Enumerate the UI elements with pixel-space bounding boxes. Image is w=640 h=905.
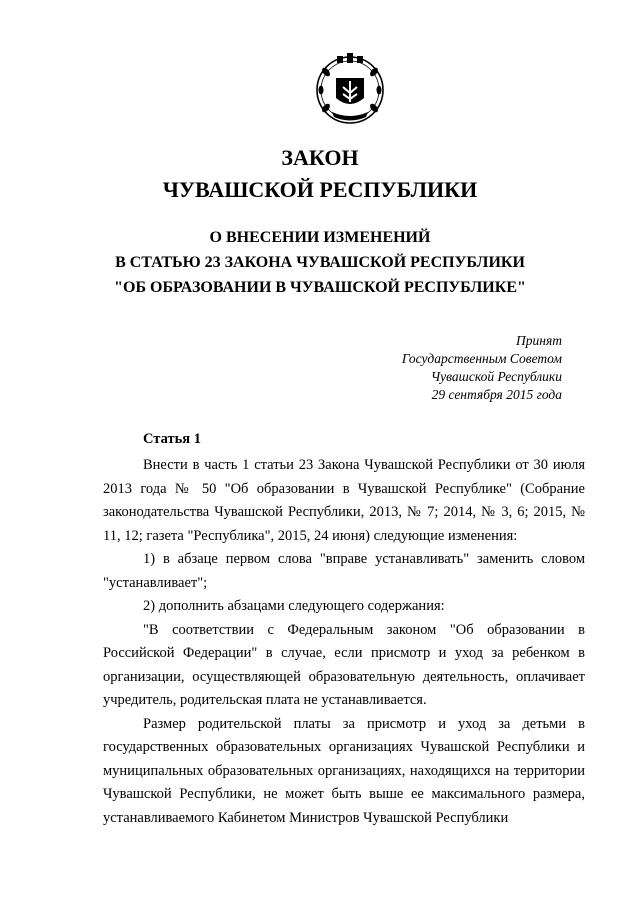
article-paragraph: Размер родительской платы за присмотр и уход за детьми в государственных образовательных организациях Чувашской Республики и муниципальных образовательных организациях, находящихся на территории Чувашской Республики, не может быть выше ее максимального размера, устанавливаемого Кабинетом Министров Чувашской Республики (103, 715, 585, 826)
law-subtitle-line1: О ВНЕСЕНИИ ИЗМЕНЕНИЙ (209, 229, 431, 246)
law-subtitle-line2: В СТАТЬЮ 23 ЗАКОНА ЧУВАШСКОЙ РЕСПУБЛИКИ (115, 254, 525, 271)
adoption-line: Чувашской Республики (430, 369, 562, 384)
law-title: ЗАКОН (281, 145, 359, 170)
law-title-republic: ЧУВАШСКОЙ РЕСПУБЛИКИ (162, 177, 478, 202)
law-subtitle-line3: "ОБ ОБРАЗОВАНИИ В ЧУВАШСКОЙ РЕСПУБЛИКЕ" (114, 279, 526, 296)
adoption-note (402, 332, 562, 404)
chuvash-republic-emblem-icon (314, 50, 386, 126)
article-paragraph: 2) дополнить абзацами следующего содержания: (143, 598, 445, 614)
article-paragraph: Внести в часть 1 статьи 23 Закона Чувашской Республики от 30 июля 2013 года № 50 "Об образовании в Чувашской Республике" (Собрание законодательства Чувашской Республики, 2013, № 7; 2014, № 3, 6; 2015, № 11, 12; газета "Республика", 2015, 24 июня) следующие изменения: (103, 457, 585, 544)
article-paragraph: 1) в абзаце первом слова "вправе устанавливать" заменить словом "устанавливает"; (103, 551, 585, 591)
article-heading: Статья 1 (143, 431, 201, 447)
adoption-line: Государственным Советом (401, 351, 562, 366)
article-body (103, 454, 585, 830)
adoption-line: Принят (516, 333, 562, 348)
adoption-date: 29 сентября 2015 года (431, 387, 562, 402)
article-paragraph: "В соответствии с Федеральным законом "Об образовании в Российской Федерации" в случае, если присмотр и уход за ребенком в организации, осуществляющей образовательную деятельность, оплачивает учредитель, родительская плата не устанавливается. (103, 621, 585, 708)
